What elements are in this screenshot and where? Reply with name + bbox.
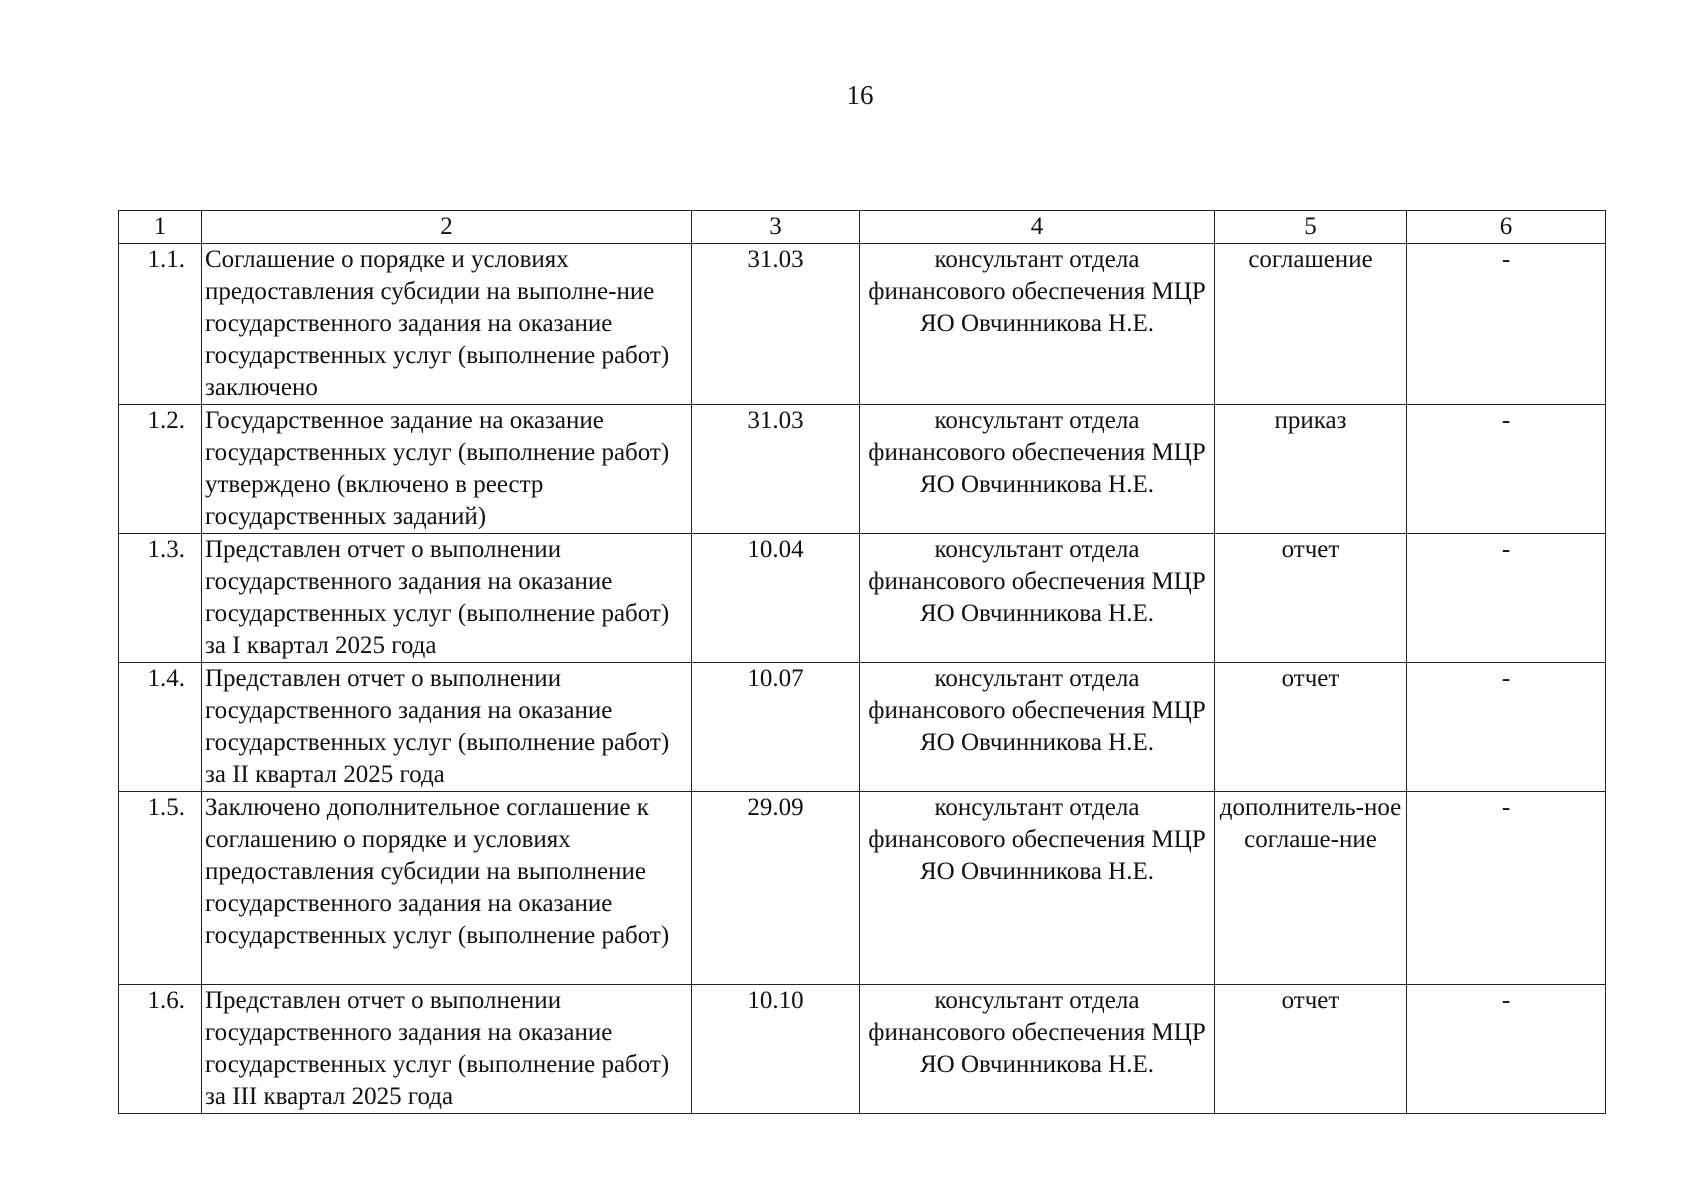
row-number: 1.1.	[119, 244, 202, 405]
note-cell: -	[1407, 244, 1606, 405]
due-date: 31.03	[692, 244, 860, 405]
responsible-person: консультант отдела финансового обеспечения МЦР ЯО Овчинникова Н.Е.	[860, 663, 1215, 792]
plan-table	[118, 210, 1606, 1114]
note-cell: -	[1407, 792, 1606, 985]
activity-name: Представлен отчет о выполнении государственного задания на оказание государственных услуг (выполнение работ) за I квартал 2025 года	[202, 534, 692, 663]
due-date: 31.03	[692, 405, 860, 534]
responsible-person: консультант отдела финансового обеспечения МЦР ЯО Овчинникова Н.Е.	[860, 244, 1215, 405]
responsible-person: консультант отдела финансового обеспечения МЦР ЯО Овчинникова Н.Е.	[860, 792, 1215, 985]
result-document: отчет	[1215, 985, 1407, 1114]
responsible-person: консультант отдела финансового обеспечения МЦР ЯО Овчинникова Н.Е.	[860, 405, 1215, 534]
responsible-person: консультант отдела финансового обеспечения МЦР ЯО Овчинникова Н.Е.	[860, 534, 1215, 663]
note-cell: -	[1407, 663, 1606, 792]
row-number: 1.3.	[119, 534, 202, 663]
column-number-3: 3	[692, 211, 860, 244]
row-number: 1.4.	[119, 663, 202, 792]
result-document: отчет	[1215, 663, 1407, 792]
responsible-person: консультант отдела финансового обеспечения МЦР ЯО Овчинникова Н.Е.	[860, 985, 1215, 1114]
table-header-row	[119, 211, 1606, 244]
table-row	[119, 405, 1606, 534]
page-number: 16	[846, 80, 874, 110]
table-row	[119, 792, 1606, 985]
activity-name: Соглашение о порядке и условиях предоставления субсидии на выполне-ние государственного задания на оказание государственных услуг (выполнение работ) заключено	[202, 244, 692, 405]
table-row	[119, 244, 1606, 405]
due-date: 29.09	[692, 792, 860, 985]
column-number-6: 6	[1407, 211, 1606, 244]
result-document: приказ	[1215, 405, 1407, 534]
column-number-5: 5	[1215, 211, 1407, 244]
note-cell: -	[1407, 405, 1606, 534]
activity-name: Представлен отчет о выполнении государственного задания на оказание государственных услуг (выполнение работ) за II квартал 2025 года	[202, 663, 692, 792]
row-number: 1.6.	[119, 985, 202, 1114]
activity-name: Представлен отчет о выполнении государственного задания на оказание государственных услуг (выполнение работ) за III квартал 2025 года	[202, 985, 692, 1114]
table-row	[119, 534, 1606, 663]
result-document: отчет	[1215, 534, 1407, 663]
column-number-2: 2	[202, 211, 692, 244]
due-date: 10.04	[692, 534, 860, 663]
row-number: 1.2.	[119, 405, 202, 534]
result-document: дополнитель-ное соглаше-ние	[1215, 792, 1407, 985]
table-row	[119, 663, 1606, 792]
due-date: 10.07	[692, 663, 860, 792]
note-cell: -	[1407, 985, 1606, 1114]
row-number: 1.5.	[119, 792, 202, 985]
note-cell: -	[1407, 534, 1606, 663]
due-date: 10.10	[692, 985, 860, 1114]
activity-name: Государственное задание на оказание государственных услуг (выполнение работ) утверждено (включено в реестр государственных заданий)	[202, 405, 692, 534]
column-number-1: 1	[119, 211, 202, 244]
activity-name: Заключено дополнительное соглашение к соглашению о порядке и условиях предоставления субсидии на выполнение государственного задания на оказание государственных услуг (выполнение работ)	[202, 792, 692, 985]
column-number-4: 4	[860, 211, 1215, 244]
table-row	[119, 985, 1606, 1114]
result-document: соглашение	[1215, 244, 1407, 405]
